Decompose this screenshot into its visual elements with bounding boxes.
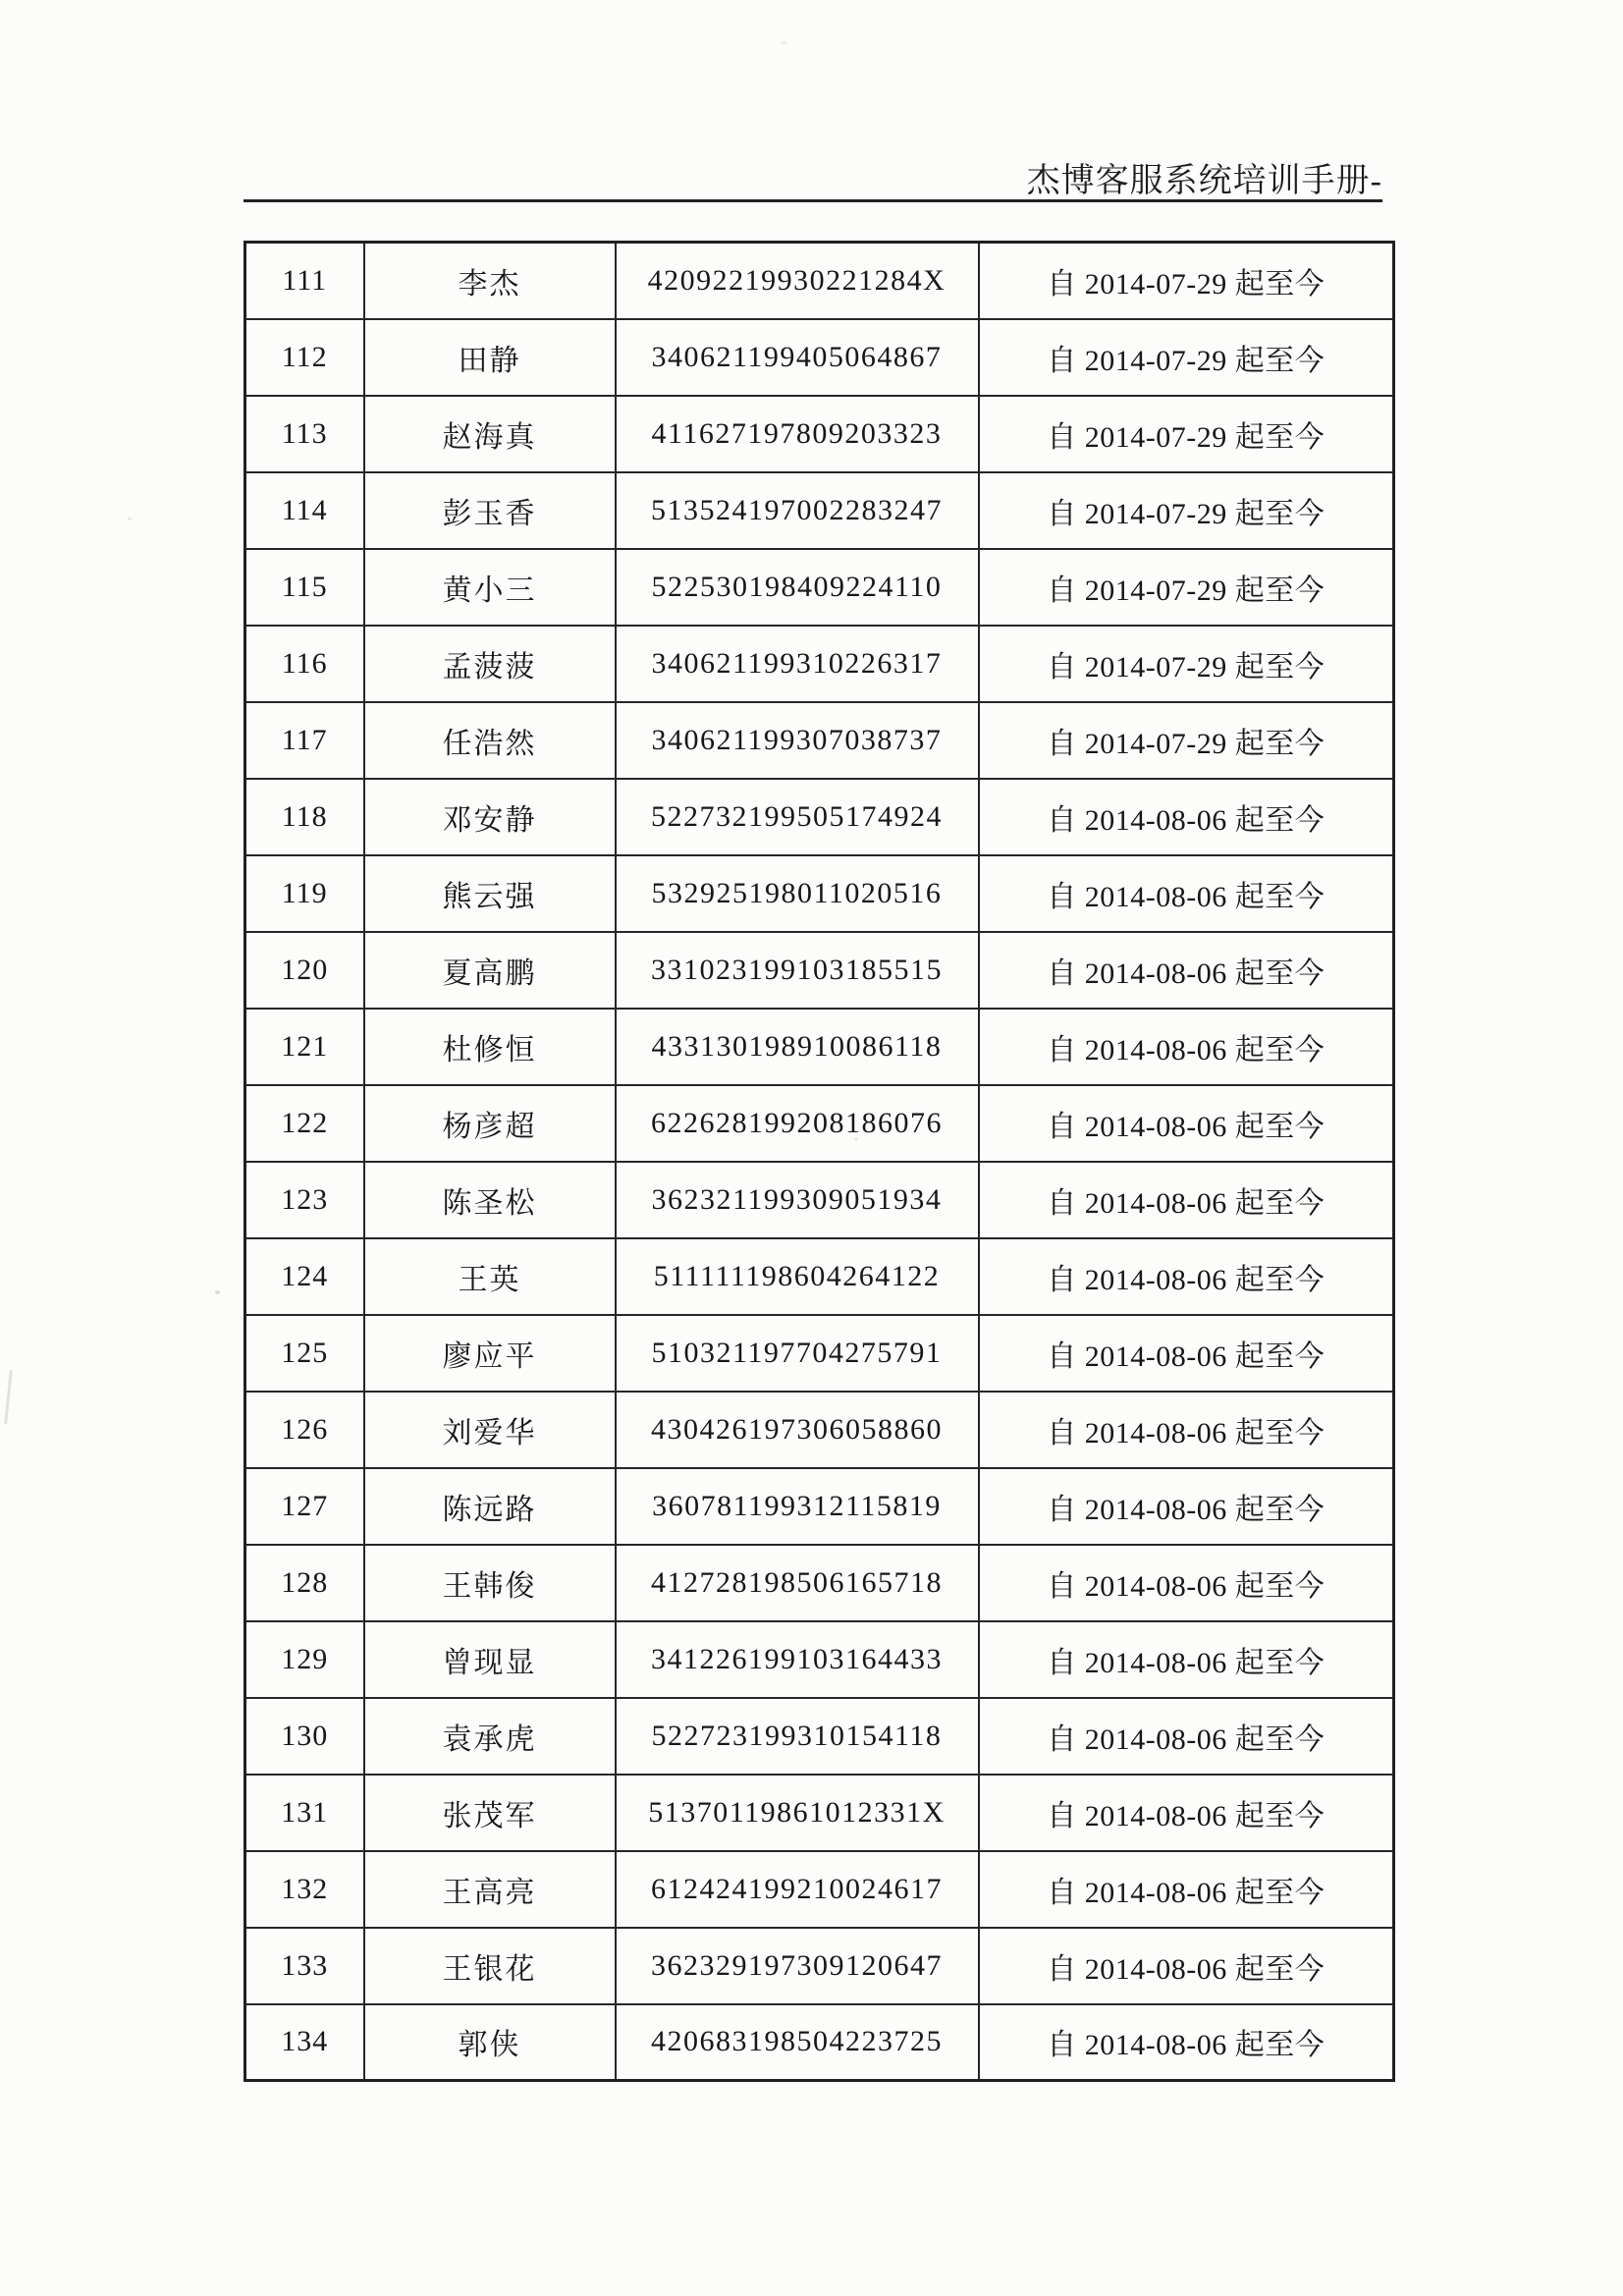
- period-cell: 自 2014-08-06 起至今: [979, 1085, 1394, 1162]
- period-cell: 自 2014-07-29 起至今: [979, 243, 1394, 319]
- row-number-cell: 133: [245, 1928, 364, 2004]
- name-cell: 孟菠菠: [364, 626, 616, 702]
- period-cell: 自 2014-08-06 起至今: [979, 932, 1394, 1009]
- period-cell: 自 2014-07-29 起至今: [979, 396, 1394, 472]
- row-number-cell: 112: [245, 319, 364, 396]
- id-number-cell: 340621199307038737: [616, 702, 979, 779]
- table-row: [245, 1698, 1394, 1775]
- id-number-cell: 622628199208186076: [616, 1085, 979, 1162]
- table-row: [245, 549, 1394, 626]
- id-number-cell: 522530198409224110: [616, 549, 979, 626]
- row-number-cell: 132: [245, 1851, 364, 1928]
- name-cell: 彭玉香: [364, 472, 616, 549]
- name-cell: 王银花: [364, 1928, 616, 2004]
- table-row: [245, 779, 1394, 855]
- name-cell: 任浩然: [364, 702, 616, 779]
- period-cell: 自 2014-08-06 起至今: [979, 1009, 1394, 1085]
- table-row: [245, 855, 1394, 932]
- page-title: 杰博客服系统培训手册-: [1026, 163, 1382, 199]
- name-cell: 袁承虎: [364, 1698, 616, 1775]
- id-number-cell: 420683198504223725: [616, 2004, 979, 2081]
- period-cell: 自 2014-08-06 起至今: [979, 1698, 1394, 1775]
- name-cell: 曾现显: [364, 1621, 616, 1698]
- id-number-cell: 340621199405064867: [616, 319, 979, 396]
- id-number-cell: 522723199310154118: [616, 1698, 979, 1775]
- period-cell: 自 2014-08-06 起至今: [979, 2004, 1394, 2081]
- table-row: [245, 1315, 1394, 1392]
- table-row: [245, 243, 1394, 319]
- table-row: [245, 472, 1394, 549]
- id-number-cell: 522732199505174924: [616, 779, 979, 855]
- period-cell: 自 2014-08-06 起至今: [979, 1392, 1394, 1468]
- period-cell: 自 2014-07-29 起至今: [979, 549, 1394, 626]
- table-row: [245, 1238, 1394, 1315]
- id-number-cell: 362321199309051934: [616, 1162, 979, 1238]
- scan-artifact: [215, 1290, 220, 1294]
- period-cell: 自 2014-08-06 起至今: [979, 1545, 1394, 1621]
- name-cell: 廖应平: [364, 1315, 616, 1392]
- name-cell: 王高亮: [364, 1851, 616, 1928]
- period-cell: 自 2014-08-06 起至今: [979, 855, 1394, 932]
- period-cell: 自 2014-08-06 起至今: [979, 1851, 1394, 1928]
- period-cell: 自 2014-07-29 起至今: [979, 702, 1394, 779]
- id-number-cell: 42092219930221284X: [616, 243, 979, 319]
- table-row: [245, 1928, 1394, 2004]
- row-number-cell: 111: [245, 243, 364, 319]
- scan-artifact: [128, 518, 132, 520]
- id-number-cell: 331023199103185515: [616, 932, 979, 1009]
- row-number-cell: 129: [245, 1621, 364, 1698]
- row-number-cell: 117: [245, 702, 364, 779]
- scan-artifact: [781, 41, 786, 44]
- period-cell: 自 2014-08-06 起至今: [979, 1468, 1394, 1545]
- table-row: [245, 702, 1394, 779]
- id-number-cell: 51370119861012331X: [616, 1775, 979, 1851]
- row-number-cell: 115: [245, 549, 364, 626]
- name-cell: 王英: [364, 1238, 616, 1315]
- period-cell: 自 2014-07-29 起至今: [979, 472, 1394, 549]
- table-row: [245, 1775, 1394, 1851]
- table-row: [245, 1392, 1394, 1468]
- row-number-cell: 127: [245, 1468, 364, 1545]
- id-number-cell: 433130198910086118: [616, 1009, 979, 1085]
- period-cell: 自 2014-07-29 起至今: [979, 626, 1394, 702]
- row-number-cell: 128: [245, 1545, 364, 1621]
- name-cell: 王韩俊: [364, 1545, 616, 1621]
- row-number-cell: 123: [245, 1162, 364, 1238]
- name-cell: 张茂军: [364, 1775, 616, 1851]
- name-cell: 杜修恒: [364, 1009, 616, 1085]
- name-cell: 刘爱华: [364, 1392, 616, 1468]
- id-number-cell: 340621199310226317: [616, 626, 979, 702]
- row-number-cell: 120: [245, 932, 364, 1009]
- row-number-cell: 124: [245, 1238, 364, 1315]
- id-number-cell: 362329197309120647: [616, 1928, 979, 2004]
- table-row: [245, 1851, 1394, 1928]
- row-number-cell: 125: [245, 1315, 364, 1392]
- table-row: [245, 396, 1394, 472]
- roster-table: [243, 241, 1395, 2082]
- name-cell: 郭侠: [364, 2004, 616, 2081]
- table-row: [245, 1162, 1394, 1238]
- period-cell: 自 2014-08-06 起至今: [979, 779, 1394, 855]
- table-row: [245, 1468, 1394, 1545]
- table-row: [245, 319, 1394, 396]
- name-cell: 李杰: [364, 243, 616, 319]
- period-cell: 自 2014-08-06 起至今: [979, 1775, 1394, 1851]
- table-row: [245, 2004, 1394, 2081]
- table-row: [245, 1085, 1394, 1162]
- row-number-cell: 119: [245, 855, 364, 932]
- id-number-cell: 612424199210024617: [616, 1851, 979, 1928]
- row-number-cell: 126: [245, 1392, 364, 1468]
- table-row: [245, 1545, 1394, 1621]
- id-number-cell: 510321197704275791: [616, 1315, 979, 1392]
- period-cell: 自 2014-08-06 起至今: [979, 1315, 1394, 1392]
- row-number-cell: 131: [245, 1775, 364, 1851]
- name-cell: 黄小三: [364, 549, 616, 626]
- name-cell: 田静: [364, 319, 616, 396]
- period-cell: 自 2014-08-06 起至今: [979, 1621, 1394, 1698]
- header-divider: [243, 199, 1382, 202]
- name-cell: 夏高鹏: [364, 932, 616, 1009]
- table-row: [245, 932, 1394, 1009]
- id-number-cell: 532925198011020516: [616, 855, 979, 932]
- id-number-cell: 430426197306058860: [616, 1392, 979, 1468]
- period-cell: 自 2014-08-06 起至今: [979, 1162, 1394, 1238]
- row-number-cell: 134: [245, 2004, 364, 2081]
- name-cell: 熊云强: [364, 855, 616, 932]
- table-row: [245, 1009, 1394, 1085]
- id-number-cell: 412728198506165718: [616, 1545, 979, 1621]
- row-number-cell: 122: [245, 1085, 364, 1162]
- row-number-cell: 116: [245, 626, 364, 702]
- table-row: [245, 626, 1394, 702]
- row-number-cell: 113: [245, 396, 364, 472]
- row-number-cell: 118: [245, 779, 364, 855]
- id-number-cell: 513524197002283247: [616, 472, 979, 549]
- id-number-cell: 511111198604264122: [616, 1238, 979, 1315]
- scan-artifact: [854, 1137, 858, 1141]
- name-cell: 陈远路: [364, 1468, 616, 1545]
- row-number-cell: 130: [245, 1698, 364, 1775]
- row-number-cell: 114: [245, 472, 364, 549]
- name-cell: 陈圣松: [364, 1162, 616, 1238]
- id-number-cell: 341226199103164433: [616, 1621, 979, 1698]
- id-number-cell: 360781199312115819: [616, 1468, 979, 1545]
- period-cell: 自 2014-08-06 起至今: [979, 1928, 1394, 2004]
- scan-artifact: [4, 1370, 13, 1424]
- row-number-cell: 121: [245, 1009, 364, 1085]
- name-cell: 杨彦超: [364, 1085, 616, 1162]
- table-row: [245, 1621, 1394, 1698]
- id-number-cell: 411627197809203323: [616, 396, 979, 472]
- name-cell: 赵海真: [364, 396, 616, 472]
- page-header: [243, 153, 1382, 201]
- name-cell: 邓安静: [364, 779, 616, 855]
- period-cell: 自 2014-08-06 起至今: [979, 1238, 1394, 1315]
- period-cell: 自 2014-07-29 起至今: [979, 319, 1394, 396]
